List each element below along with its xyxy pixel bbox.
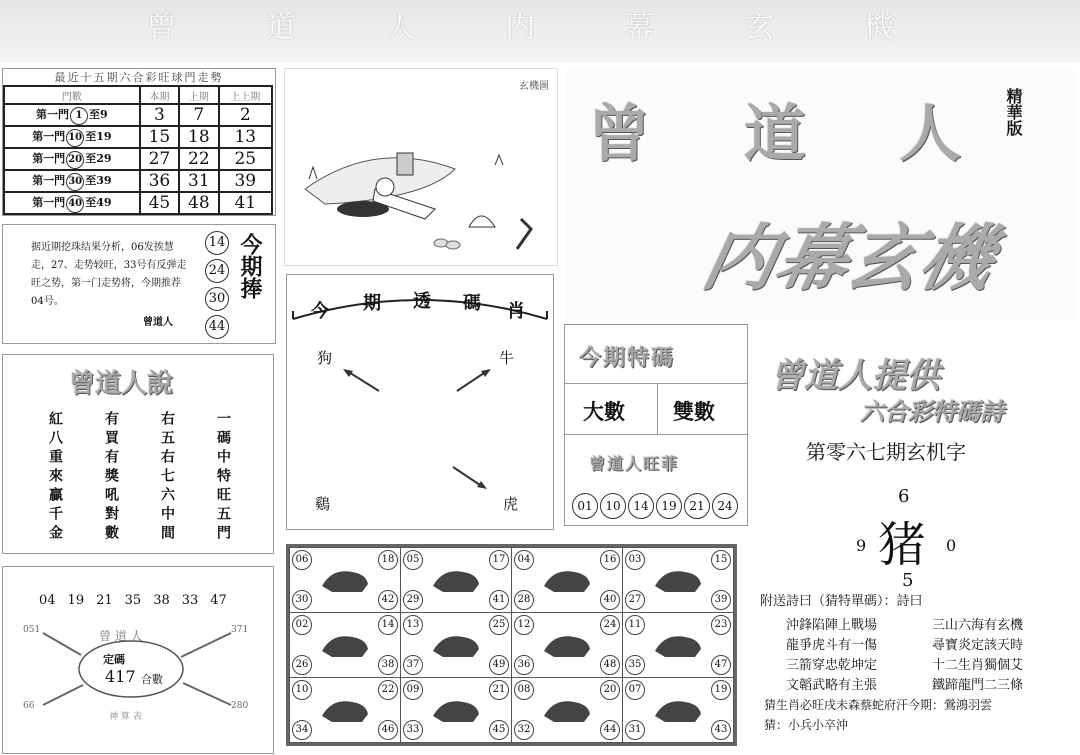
special-number: 24: [712, 493, 738, 519]
value-prev: 48: [179, 192, 218, 214]
pick-number: 14: [205, 231, 229, 255]
says-column-2: 右五右七六中間: [159, 411, 175, 544]
value-prev2: 25: [219, 148, 272, 170]
diagram-number: 19: [67, 593, 85, 608]
zodiac-cell: [401, 613, 512, 678]
zodiac-cell: [623, 548, 734, 613]
pick-label: 今期捧: [237, 233, 263, 299]
poem-line: 三山六海有玄機: [932, 618, 1024, 633]
animal-icon: [651, 692, 705, 728]
cell-number: 03: [625, 550, 645, 570]
center-bottom: 神 算 表: [109, 712, 142, 722]
animal-icon: [318, 562, 372, 598]
dial-bottom-right: 虎: [503, 495, 519, 513]
cell-number: 49: [489, 655, 509, 675]
cell-number: 35: [625, 655, 645, 675]
stats-table: [3, 85, 273, 215]
cell-number: 38: [378, 655, 398, 675]
poem-footer-2: 猜：小兵小卒沖: [764, 718, 849, 732]
cell-number: 08: [514, 680, 534, 700]
special-number: 21: [684, 493, 710, 519]
num-right: 0: [946, 536, 957, 555]
illustration-panel: [284, 68, 558, 266]
cell-number: 32: [514, 720, 534, 740]
cell-number: 46: [378, 720, 398, 740]
poem-column-left: [786, 616, 877, 696]
zodiac-cell: [623, 613, 734, 678]
cell-number: 06: [292, 550, 312, 570]
animal-icon: [429, 692, 483, 728]
cell-number: 26: [292, 655, 312, 675]
cell-number: 23: [711, 615, 731, 635]
zodiac-cell: [290, 678, 401, 743]
dial-title-5: 肖: [507, 301, 525, 322]
cell-number: 15: [711, 550, 731, 570]
cell-number: 34: [292, 720, 312, 740]
zodiac-cell: [512, 548, 623, 613]
cell-number: 02: [292, 615, 312, 635]
diagram-number: 21: [96, 593, 113, 608]
dial-title-1: 今: [311, 301, 329, 322]
num-left: 9: [856, 536, 867, 555]
animal-icon: [429, 562, 483, 598]
poem-title: 六合彩特碼詩: [860, 397, 1004, 426]
num-top: 6: [898, 486, 910, 507]
zodiac-cell: [623, 678, 734, 743]
cell-number: 18: [378, 550, 398, 570]
value-prev2: 39: [219, 170, 272, 192]
cell-number: 28: [514, 590, 534, 610]
poem-column-right: [932, 616, 1023, 696]
zodiac-dial-panel: [286, 274, 554, 530]
cell-number: 25: [489, 615, 509, 635]
value-prev: 31: [179, 170, 218, 192]
special-number: 01: [572, 493, 598, 519]
cell-number: 16: [600, 550, 620, 570]
stats-row: [4, 192, 272, 214]
corner-br: 280: [231, 701, 249, 711]
cell-number: 45: [489, 720, 509, 740]
cell-number: 27: [625, 590, 645, 610]
poem-footer-1: 猜生肖必旺戌未森蔡蛇府汗今期：鶯鴻羽雲: [764, 698, 993, 712]
cell-number: 19: [711, 680, 731, 700]
says-column-4: 紅八重來贏千金: [47, 411, 63, 544]
brand-line1: 曾 道 人: [588, 97, 998, 170]
analysis-text: 据近期挖珠结果分析，06发挨慧走，27、走势较旺，33号有反弹走旺之势，第一门走势将，今期推荐04号。: [31, 242, 187, 307]
gate-cell: 第一門 30 至39: [4, 170, 140, 192]
value-prev2: 41: [219, 192, 272, 214]
gate-cell: 第一門 1 至9: [4, 104, 140, 126]
dial-title-2: 期: [363, 293, 381, 314]
poem-intro: 附送詩曰（猜特單碼）：詩曰: [760, 594, 923, 609]
zodiac-cell: [401, 548, 512, 613]
dial-top-left: 狗: [317, 349, 333, 367]
animal-icon: [540, 562, 594, 598]
value-current: 27: [140, 148, 179, 170]
animal-icon: [318, 627, 372, 663]
cell-number: 20: [600, 680, 620, 700]
center-label: 定碼: [103, 653, 125, 666]
center-top: 曾 道 人: [99, 629, 143, 643]
says-panel: [2, 354, 274, 554]
pick-number: 30: [205, 287, 229, 311]
cell-number: 42: [378, 590, 398, 610]
cell-number: 11: [625, 615, 645, 635]
animal-icon: [540, 627, 594, 663]
stats-row: [4, 148, 272, 170]
poem-line: 尋寶炎定該天時: [932, 638, 1024, 653]
issue-label: 第零六七期玄机字: [806, 440, 966, 464]
brand-panel: [566, 70, 1076, 320]
value-prev2: 2: [219, 104, 272, 126]
special-options: [565, 383, 747, 435]
cell-number: 14: [378, 615, 398, 635]
option-divider: [657, 384, 658, 434]
cell-number: 09: [403, 680, 423, 700]
cell-number: 33: [403, 720, 423, 740]
cell-number: 43: [711, 720, 731, 740]
number-diagram-panel: [2, 566, 274, 754]
animal-icon: [318, 692, 372, 728]
analysis-panel: [2, 224, 276, 344]
header-current: 本期: [140, 86, 179, 104]
diagram-number: 33: [181, 593, 199, 608]
cell-number: 36: [514, 655, 534, 675]
corner-bl: 66: [23, 701, 35, 711]
cell-number: 13: [403, 615, 423, 635]
poem-line: 文韜武略有主張: [786, 678, 878, 693]
cell-number: 44: [600, 720, 620, 740]
dial-title-3: 透: [413, 291, 431, 312]
zodiac-cell: [512, 678, 623, 743]
cell-number: 04: [514, 550, 534, 570]
cell-number: 48: [600, 655, 620, 675]
cell-number: 24: [600, 615, 620, 635]
says-title: 曾道人說: [69, 369, 174, 399]
stats-table-panel: [2, 68, 276, 216]
diagram-lines: [3, 567, 273, 753]
value-prev: 7: [179, 104, 218, 126]
value-current: 15: [140, 126, 179, 148]
stats-row: [4, 126, 272, 148]
center-suffix: 合數: [141, 673, 163, 686]
value-prev2: 13: [219, 126, 272, 148]
cell-number: 21: [489, 680, 509, 700]
animal-icon: [429, 627, 483, 663]
cell-number: 07: [625, 680, 645, 700]
illustration-caption: 玄機圖: [519, 81, 549, 92]
cell-number: 30: [292, 590, 312, 610]
stats-table-title: 最近十五期六合彩旺球門走勢: [54, 71, 224, 84]
big-character: 猪: [878, 517, 927, 573]
top-banner: 曾 道 人 内 幕 玄 機: [0, 0, 1080, 62]
says-column-3: 有買有獎吼對數: [103, 411, 119, 544]
cell-number: 41: [489, 590, 509, 610]
pick-number: 44: [205, 315, 229, 339]
stats-row: [4, 170, 272, 192]
analysis-signature: 曾道人: [143, 317, 173, 328]
cell-number: 37: [403, 655, 423, 675]
special-number: 14: [628, 493, 654, 519]
cell-number: 05: [403, 550, 423, 570]
diagram-number: 04: [39, 593, 56, 608]
special-number: 10: [600, 493, 626, 519]
poem-line: 龍爭虎斗有一傷: [786, 638, 878, 653]
num-bottom: 5: [902, 570, 914, 591]
gate-cell: 第一門 20 至29: [4, 148, 140, 170]
zodiac-grid-panel: [286, 544, 737, 746]
special-code-panel: [564, 324, 748, 526]
dial-bottom-left: 鷄: [315, 495, 331, 513]
zodiac-cell: [290, 613, 401, 678]
brand-edition: 精華版: [1004, 88, 1023, 136]
corner-tr: 371: [231, 625, 249, 635]
brand-line2: 内幕玄機: [695, 215, 1002, 300]
poem-line: 十二生肖獨個艾: [932, 658, 1024, 673]
poem-line: 沖鋒陷陣上戰場: [786, 618, 878, 633]
provide-title: 曾道人提供: [770, 356, 940, 396]
diagram-number: 38: [153, 593, 170, 608]
cell-number: 17: [489, 550, 509, 570]
value-prev: 22: [179, 148, 218, 170]
option-big: 大數: [583, 399, 625, 424]
zodiac-cell: [290, 548, 401, 613]
cell-number: 40: [600, 590, 620, 610]
animal-icon: [651, 627, 705, 663]
zodiac-cell: [401, 678, 512, 743]
stats-row: [4, 104, 272, 126]
dial-title-4: 碼: [463, 293, 481, 314]
poem-line: 鐵蹄龍門二三條: [932, 678, 1024, 693]
header-prev2: 上上期: [219, 86, 272, 104]
gate-cell: 第一門 40 至49: [4, 192, 140, 214]
dial-top-right: 牛: [499, 349, 515, 367]
cell-number: 10: [292, 680, 312, 700]
corner-tl: 051: [23, 625, 41, 635]
poem-line: 三箭穿忠乾坤定: [786, 658, 878, 673]
value-prev: 18: [179, 126, 218, 148]
special-numbers: [571, 493, 739, 519]
cell-number: 31: [625, 720, 645, 740]
value-current: 36: [140, 170, 179, 192]
gate-cell: 第一門 10 至19: [4, 126, 140, 148]
zodiac-grid: [289, 547, 734, 743]
special-title: 今期特碼: [579, 345, 676, 371]
cell-number: 39: [711, 590, 731, 610]
special-number: 19: [656, 493, 682, 519]
header-prev: 上期: [179, 86, 218, 104]
header-gate: 門數: [4, 86, 140, 104]
animal-icon: [540, 692, 594, 728]
option-even: 雙數: [673, 399, 715, 424]
says-column-1: 一碼中特旺五門: [215, 411, 231, 544]
cell-number: 12: [514, 615, 534, 635]
animal-icon: [651, 562, 705, 598]
value-current: 3: [140, 104, 179, 126]
zodiac-cell: [512, 613, 623, 678]
sleeping-man-illustration: [285, 69, 557, 265]
diagram-number: 35: [124, 593, 142, 608]
diagram-number: 47: [210, 593, 227, 608]
value-current: 45: [140, 192, 179, 214]
pick-number: 24: [205, 259, 229, 283]
cell-number: 47: [711, 655, 731, 675]
cell-number: 22: [378, 680, 398, 700]
special-subtitle: 曾道人旺菲: [589, 454, 680, 473]
cell-number: 29: [403, 590, 423, 610]
center-value: 417: [105, 667, 136, 686]
